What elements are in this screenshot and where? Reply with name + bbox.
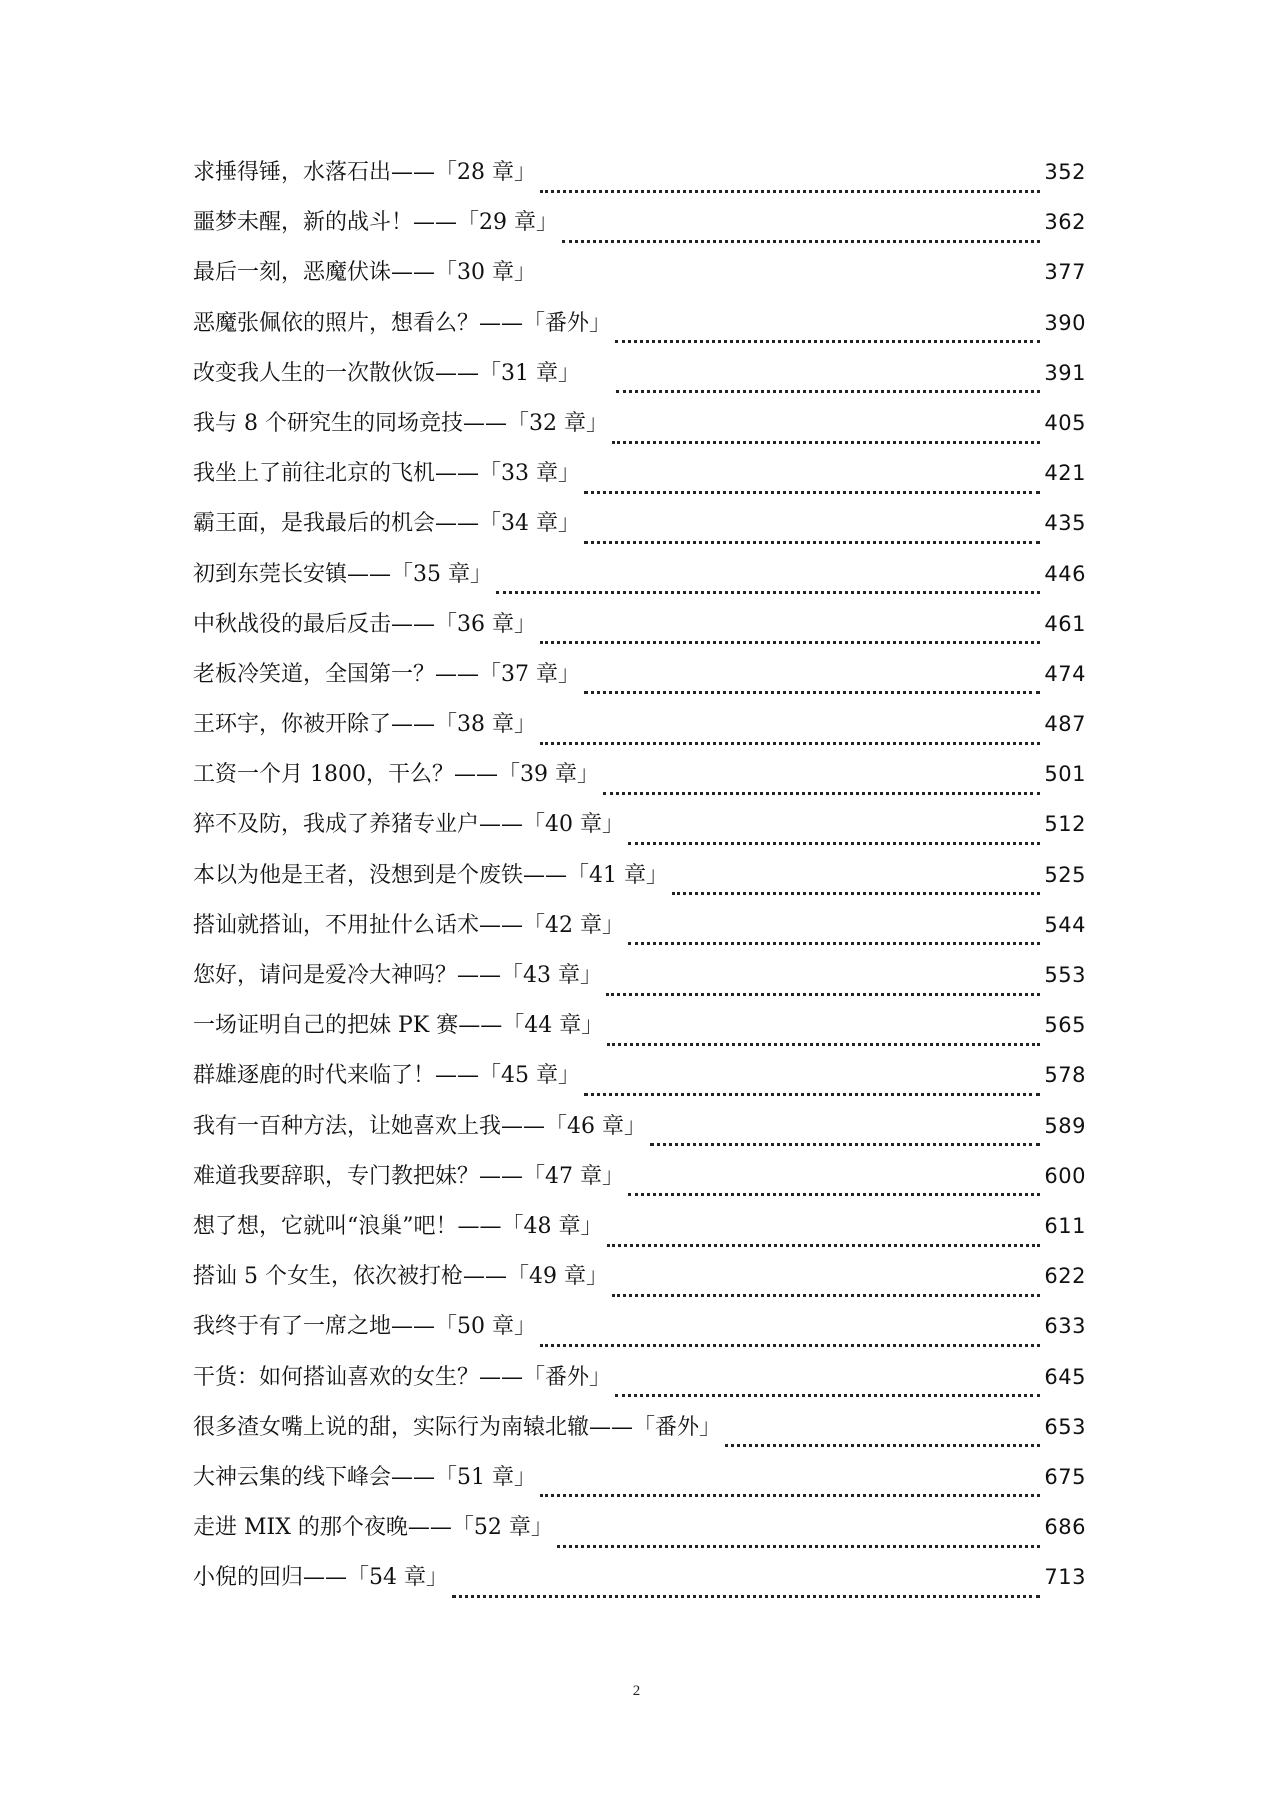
dot-leader (496, 591, 1040, 594)
dot-leader (557, 1545, 1041, 1548)
toc-entry-page: 565 (1044, 1013, 1086, 1038)
dot-leader (584, 1093, 1040, 1096)
dot-leader (562, 240, 1040, 243)
toc-entry-title: 小倪的回归—— (193, 1565, 348, 1591)
toc-entry-page: 435 (1044, 511, 1086, 536)
toc-entry-chapter: 「29 章」 (457, 210, 559, 236)
toc-entry-title: 一场证明自己的把妹 PK 赛—— (193, 1013, 503, 1039)
toc-entry-page: 675 (1044, 1464, 1086, 1489)
toc-entry-page: 633 (1044, 1314, 1086, 1339)
toc-entry-page: 600 (1044, 1163, 1086, 1188)
page-number: 2 (632, 1683, 641, 1699)
toc-entry-page: 461 (1044, 611, 1086, 636)
toc-entry-chapter: 「47 章」 (523, 1163, 625, 1189)
toc-entry-chapter: 「番外」 (523, 1364, 612, 1390)
toc-entry[interactable] (193, 913, 1086, 963)
toc-entry[interactable] (193, 1164, 1086, 1214)
toc-entry[interactable] (193, 1365, 1086, 1415)
dot-leader (603, 792, 1040, 795)
dot-leader (540, 190, 1040, 193)
table-of-contents (193, 160, 1086, 1615)
toc-entry-page: 474 (1044, 661, 1086, 686)
toc-entry-title: 搭讪 5 个女生，依次被打枪—— (193, 1264, 507, 1290)
toc-entry-chapter: 「40 章」 (523, 812, 625, 838)
toc-entry[interactable] (193, 1415, 1086, 1465)
toc-entry-title: 改变我人生的一次散伙饭—— (193, 360, 480, 386)
toc-entry-page: 421 (1044, 461, 1086, 486)
toc-entry-chapter: 「50 章」 (435, 1314, 537, 1340)
toc-entry[interactable] (193, 160, 1086, 210)
toc-entry-chapter: 「48 章」 (501, 1213, 603, 1239)
toc-entry-chapter: 「46 章」 (545, 1113, 647, 1139)
dot-leader (540, 1344, 1040, 1347)
toc-entry-title: 最后一刻，恶魔伏诛—— (193, 260, 436, 286)
dot-leader (606, 993, 1040, 996)
dot-leader (628, 942, 1040, 945)
toc-entry[interactable] (193, 311, 1086, 361)
toc-entry-chapter: 「28 章」 (435, 160, 537, 185)
dot-leader (607, 1043, 1040, 1046)
toc-entry-title: 我有一百种方法，让她喜欢上我—— (193, 1113, 546, 1139)
toc-entry[interactable] (193, 1114, 1086, 1164)
toc-entry-title: 群雄逐鹿的时代来临了！—— (193, 1063, 480, 1089)
dot-leader (584, 491, 1040, 494)
dot-leader (540, 290, 1040, 293)
toc-entry[interactable] (193, 1264, 1086, 1314)
toc-entry-title: 想了想，它就叫“浪巢”吧！—— (193, 1213, 502, 1239)
toc-entry[interactable] (193, 762, 1086, 812)
toc-entry[interactable] (193, 1465, 1086, 1515)
toc-entry[interactable] (193, 662, 1086, 712)
toc-entry-chapter: 「32 章」 (506, 410, 608, 436)
toc-entry-page: 405 (1044, 410, 1086, 435)
dot-leader (452, 1595, 1040, 1598)
toc-entry-title: 大神云集的线下峰会—— (193, 1464, 436, 1490)
dot-leader (584, 691, 1040, 694)
toc-entry-title: 我坐上了前往北京的飞机—— (193, 461, 480, 487)
toc-entry-page: 611 (1044, 1213, 1086, 1238)
toc-entry-page: 645 (1044, 1364, 1086, 1389)
toc-entry-title: 本以为他是王者，没想到是个废铁—— (193, 862, 568, 888)
toc-entry-chapter: 「38 章」 (435, 712, 537, 738)
toc-entry-page: 578 (1044, 1063, 1086, 1088)
toc-entry-chapter: 「49 章」 (506, 1264, 608, 1290)
dot-leader (628, 1193, 1040, 1196)
toc-entry-page: 512 (1044, 812, 1086, 837)
toc-entry-chapter: 「番外」 (633, 1414, 722, 1440)
toc-entry-title: 我与 8 个研究生的同场竞技—— (193, 410, 507, 436)
dot-leader (612, 441, 1040, 444)
toc-entry-title: 中秋战役的最后反击—— (193, 611, 436, 637)
toc-entry-title: 霸王面，是我最后的机会—— (193, 511, 480, 537)
dot-leader (616, 390, 1040, 393)
toc-entry-title: 猝不及防，我成了养猪专业户—— (193, 812, 524, 838)
toc-entry[interactable] (193, 210, 1086, 260)
toc-entry-title: 搭讪就搭讪，不用扯什么话术—— (193, 912, 524, 938)
toc-entry[interactable] (193, 712, 1086, 762)
toc-entry[interactable] (193, 863, 1086, 913)
toc-entry[interactable] (193, 1565, 1086, 1615)
toc-entry-page: 362 (1044, 210, 1086, 235)
toc-entry-page: 553 (1044, 963, 1086, 987)
dot-leader (612, 1294, 1040, 1297)
toc-entry[interactable] (193, 1214, 1086, 1264)
toc-entry-page: 622 (1044, 1264, 1086, 1289)
toc-entry-title: 干货：如何搭讪喜欢的女生？—— (193, 1364, 524, 1390)
toc-entry-chapter: 「41 章」 (567, 862, 669, 888)
toc-entry-title: 恶魔张佩依的照片，想看么？—— (193, 310, 524, 336)
dot-leader (725, 1444, 1040, 1447)
toc-entry-title: 难道我要辞职，专门教把妹？—— (193, 1163, 524, 1189)
dot-leader (628, 842, 1040, 845)
toc-entry[interactable] (193, 260, 1086, 310)
toc-entry-page: 501 (1044, 762, 1086, 787)
toc-entry-chapter: 「42 章」 (523, 912, 625, 938)
toc-entry-chapter: 「33 章」 (479, 461, 581, 487)
toc-entry-chapter: 「34 章」 (479, 511, 581, 537)
toc-entry-title: 工资一个月 1800，干么？—— (193, 762, 498, 788)
toc-entry-page: 544 (1044, 912, 1086, 937)
toc-entry-chapter: 「45 章」 (479, 1063, 581, 1089)
toc-entry-page: 525 (1044, 862, 1086, 887)
toc-entry[interactable] (193, 1515, 1086, 1565)
toc-entry[interactable] (193, 411, 1086, 461)
toc-entry-title: 求捶得锤，水落石出—— (193, 160, 436, 185)
toc-entry[interactable] (193, 461, 1086, 511)
toc-entry-page: 686 (1044, 1515, 1086, 1540)
toc-entry[interactable] (193, 562, 1086, 612)
toc-entry[interactable] (193, 1063, 1086, 1113)
toc-entry[interactable] (193, 1013, 1086, 1063)
toc-entry-title: 老板冷笑道，全国第一？—— (193, 661, 480, 687)
toc-entry-title: 噩梦未醒，新的战斗！—— (193, 210, 458, 236)
toc-entry-page: 446 (1044, 561, 1086, 586)
toc-entry-page: 589 (1044, 1113, 1086, 1138)
dot-leader (672, 892, 1040, 895)
toc-entry[interactable] (193, 812, 1086, 862)
toc-entry-chapter: 「52 章」 (451, 1515, 553, 1541)
toc-entry-title: 王环宇，你被开除了—— (193, 712, 436, 738)
toc-entry-title: 很多渣女嘴上说的甜，实际行为南辕北辙—— (193, 1414, 634, 1440)
dot-leader (650, 1143, 1040, 1146)
dot-leader (540, 641, 1040, 644)
dot-leader (615, 1394, 1040, 1397)
toc-entry-chapter: 「31 章」 (479, 360, 581, 386)
toc-entry-chapter: 「番外」 (523, 310, 612, 336)
toc-entry-chapter: 「36 章」 (435, 611, 537, 637)
toc-entry[interactable] (193, 1314, 1086, 1364)
toc-entry-chapter: 「51 章」 (435, 1464, 537, 1490)
toc-entry[interactable] (193, 612, 1086, 662)
toc-entry-chapter: 「35 章」 (391, 561, 493, 587)
toc-entry-page: 352 (1044, 160, 1086, 184)
toc-entry-chapter: 「54 章」 (347, 1565, 449, 1591)
dot-leader (540, 1494, 1040, 1497)
toc-entry-chapter: 「44 章」 (502, 1013, 604, 1039)
dot-leader (615, 340, 1040, 343)
dot-leader (607, 1244, 1041, 1247)
toc-entry-page: 390 (1044, 310, 1086, 335)
toc-entry-page: 487 (1044, 712, 1086, 737)
toc-entry-chapter: 「37 章」 (479, 661, 581, 687)
toc-entry-title: 您好，请问是爱冷大神吗？—— (193, 963, 502, 988)
toc-entry[interactable] (193, 963, 1086, 1013)
toc-entry-page: 391 (1044, 360, 1086, 385)
toc-entry-title: 我终于有了一席之地—— (193, 1314, 436, 1340)
toc-entry-chapter: 「39 章」 (497, 762, 599, 788)
toc-entry-title: 初到东莞长安镇—— (193, 561, 392, 587)
dot-leader (584, 541, 1040, 544)
toc-entry[interactable] (193, 361, 1086, 411)
toc-entry-title: 走进 MIX 的那个夜晚—— (193, 1515, 452, 1541)
toc-entry-page: 713 (1044, 1565, 1086, 1590)
toc-entry-page: 377 (1044, 260, 1086, 285)
toc-entry-chapter: 「43 章」 (501, 963, 603, 988)
toc-entry[interactable] (193, 511, 1086, 561)
toc-entry-page: 653 (1044, 1414, 1086, 1439)
toc-entry-chapter: 「30 章」 (435, 260, 537, 286)
dot-leader (540, 742, 1040, 745)
